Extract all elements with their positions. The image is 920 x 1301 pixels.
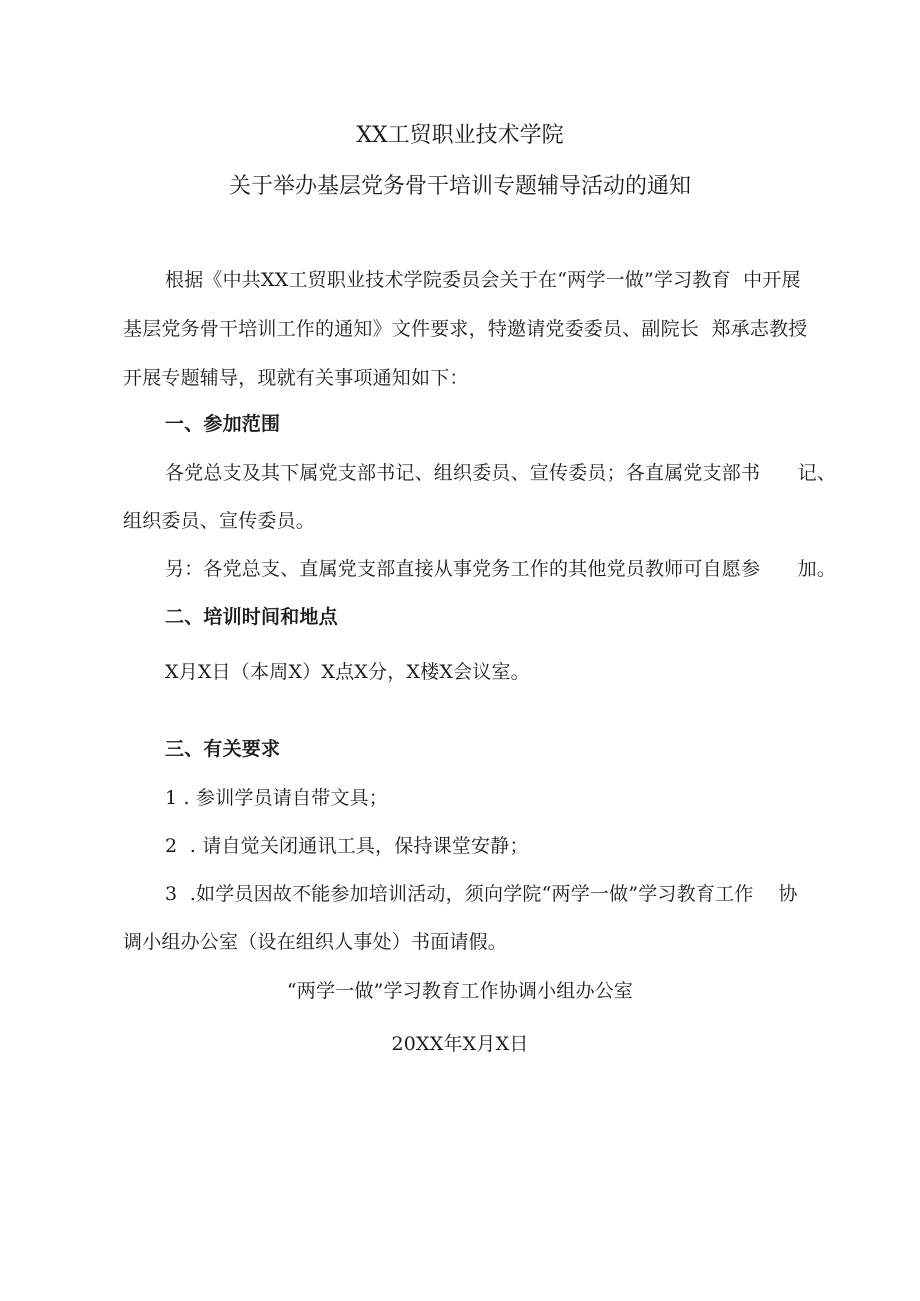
section2-heading: 二、培训时间和地点	[165, 606, 338, 628]
intro-line-3: 开展专题辅导，现就有关事项通知如下：	[123, 367, 469, 389]
section3-item-2: 2 . 请自觉关闭通讯工具，保持课堂安静；	[165, 835, 529, 857]
intro-line-2: 基层党务骨干培训工作的通知》文件要求，特邀请党委委员、副院长 郑承志教授	[123, 318, 808, 340]
section1-heading: 一、参加范围	[165, 413, 281, 435]
section3-item-1: 1 . 参训学员请自带文具；	[165, 787, 389, 809]
section2-text: X月X日（本周X）X点X分，X楼X会议室。	[165, 661, 530, 683]
section3-heading: 三、有关要求	[165, 738, 281, 760]
section1-para1-line2: 组织委员、宣传委员。	[123, 510, 316, 532]
section1-para2: 另：各党总支、直属党支部直接从事党务工作的其他党员教师可自愿参 加。	[165, 558, 837, 580]
document-title-line1: XX工贸职业技术学院	[356, 123, 564, 148]
intro-line-1: 根据《中共XX工贸职业技术学院委员会关于在“两学一做”学习教育 中开展	[165, 269, 801, 291]
section3-item-3-line2: 调小组办公室（设在组织人事处）书面请假。	[123, 931, 508, 953]
signature-date: 20XX年X月X日	[391, 1033, 529, 1055]
section1-para1-line1: 各党总支及其下属党支部书记、组织委员、宣传委员；各直属党支部书 记、	[165, 462, 837, 484]
document-title-line2: 关于举办基层党务骨干培训专题辅导活动的通知	[228, 174, 691, 199]
section3-item-3-line1: 3 .如学员因故不能参加培训活动，须向学院“两学一做”学习教育工作 协	[165, 883, 798, 905]
signature-office: “两学一做”学习教育工作协调小组办公室	[286, 980, 634, 1002]
